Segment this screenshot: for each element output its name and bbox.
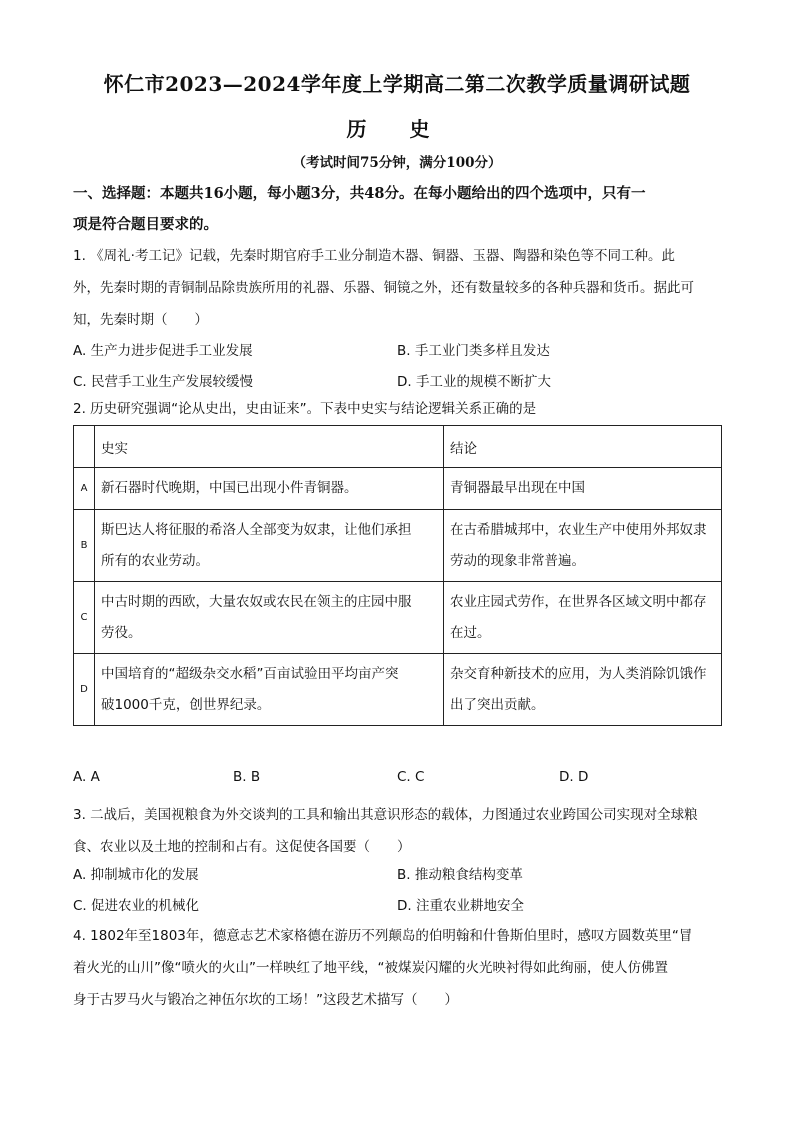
section-heading (73, 178, 723, 240)
row-label: A (74, 468, 95, 510)
question-3 (73, 799, 723, 863)
table-row-d (74, 654, 722, 726)
fact-line: 所有的农业劳动。 (101, 552, 209, 569)
subject-title: 历 史 (346, 117, 448, 141)
table-header-blank (74, 426, 95, 468)
table-row-a (74, 468, 722, 510)
question-4-line2: 着火光的山川”像“喷火的火山”一样映红了地平线，“被煤炭闪耀的火光映衬得如此绚丽，使人仿佛置 (73, 960, 668, 976)
fact-line: 新石器时代晚期，中国已出现小件青铜器。 (101, 480, 358, 496)
fact-cell (95, 654, 444, 726)
conclusion-cell (444, 468, 722, 510)
row-label: C (74, 582, 95, 654)
q3-option-a[interactable]: A. 抑制城市化的发展 (73, 867, 199, 883)
table-row-c (74, 582, 722, 654)
section-heading-line1: 一、选择题：本题共16小题，每小题3分，共48分。在每小题给出的四个选项中，只有一 (73, 185, 646, 202)
q3-option-c[interactable]: C. 促进农业的机械化 (73, 898, 200, 914)
conclusion-line: 在过。 (450, 624, 491, 641)
fact-line: 中国培育的“超级杂交水稻”百亩试验田平均亩产突 (101, 665, 399, 682)
q1-option-d[interactable]: D. 手工业的规模不断扩大 (397, 374, 551, 390)
table-row-b (74, 510, 722, 582)
conclusion-line: 农业庄园式劳作，在世界各区域文明中都存 (450, 593, 707, 610)
q2-option-a[interactable]: A. A (73, 769, 100, 785)
q2-option-d[interactable]: D. D (559, 769, 589, 785)
table-header-fact: 史实 (95, 426, 444, 468)
question-1-line3: 知，先秦时期（ ） (73, 312, 208, 328)
question-4-line3: 身于古罗马火与锻冶之神伍尔坎的工场！”这段艺术描写（ ） (73, 992, 458, 1008)
fact-cell (95, 582, 444, 654)
fact-line: 劳役。 (101, 624, 142, 641)
conclusion-cell (444, 510, 722, 582)
q1-option-c[interactable]: C. 民营手工业生产发展较缓慢 (73, 374, 254, 390)
question-3-line2: 食、农业以及土地的控制和占有。这促使各国要（ ） (73, 839, 411, 855)
question-1-line2: 外，先秦时期的青铜制品除贵族所用的礼器、乐器、铜镜之外，还有数量较多的各种兵器和货币。据此可 (73, 280, 694, 296)
exam-time-info: （考试时间75分钟，满分100分） (292, 155, 502, 171)
exam-title: 怀仁市2023—2024学年度上学期高二第二次教学质量调研试题 (103, 72, 691, 96)
fact-line: 破1000千克，创世界纪录。 (101, 696, 271, 713)
q2-option-b[interactable]: B. B (233, 769, 261, 785)
conclusion-cell (444, 582, 722, 654)
conclusion-line: 杂交育种新技术的应用，为人类消除饥饿作 (450, 665, 707, 682)
fact-cell (95, 510, 444, 582)
table-header-conclusion: 结论 (444, 426, 722, 468)
fact-line: 斯巴达人将征服的希洛人全部变为奴隶，让他们承担 (101, 521, 412, 538)
conclusion-line: 青铜器最早出现在中国 (450, 480, 585, 496)
conclusion-cell (444, 654, 722, 726)
question-4-line1: 4. 1802年至1803年，德意志艺术家格德在游历不列颠岛的伯明翰和什鲁斯伯里时，感叹方圆数英里“冒 (73, 928, 693, 944)
question-4 (73, 920, 723, 1016)
question-2-stem: 2. 历史研究强调“论从史出，史由证来”。下表中史实与结论逻辑关系正确的是 (73, 401, 537, 417)
fact-line: 中古时期的西欧，大量农奴或农民在领主的庄园中服 (101, 593, 412, 610)
fact-cell (95, 468, 444, 510)
q1-option-b[interactable]: B. 手工业门类多样且发达 (397, 343, 550, 359)
table-header-row (74, 426, 722, 468)
q3-option-b[interactable]: B. 推动粮食结构变革 (397, 867, 523, 883)
row-label: B (74, 510, 95, 582)
row-label: D (74, 654, 95, 726)
question-1-line1: 1. 《周礼·考工记》记载，先秦时期官府手工业分制造木器、铜器、玉器、陶器和染色等不同工种。此 (73, 248, 675, 264)
q1-option-a[interactable]: A. 生产力进步促进手工业发展 (73, 343, 253, 359)
conclusion-line: 劳动的现象非常普遍。 (450, 552, 585, 569)
history-table (73, 425, 722, 726)
conclusion-line: 在古希腊城邦中，农业生产中使用外邦奴隶 (450, 521, 707, 538)
question-1 (73, 240, 723, 336)
section-heading-line2: 项是符合题目要求的。 (73, 216, 218, 233)
conclusion-line: 出了突出贡献。 (450, 696, 545, 713)
question-3-line1: 3. 二战后，美国视粮食为外交谈判的工具和输出其意识形态的载体，力图通过农业跨国公司实现对全球粮 (73, 807, 698, 823)
q2-option-c[interactable]: C. C (397, 769, 425, 785)
q3-option-d[interactable]: D. 注重农业耕地安全 (397, 898, 524, 914)
